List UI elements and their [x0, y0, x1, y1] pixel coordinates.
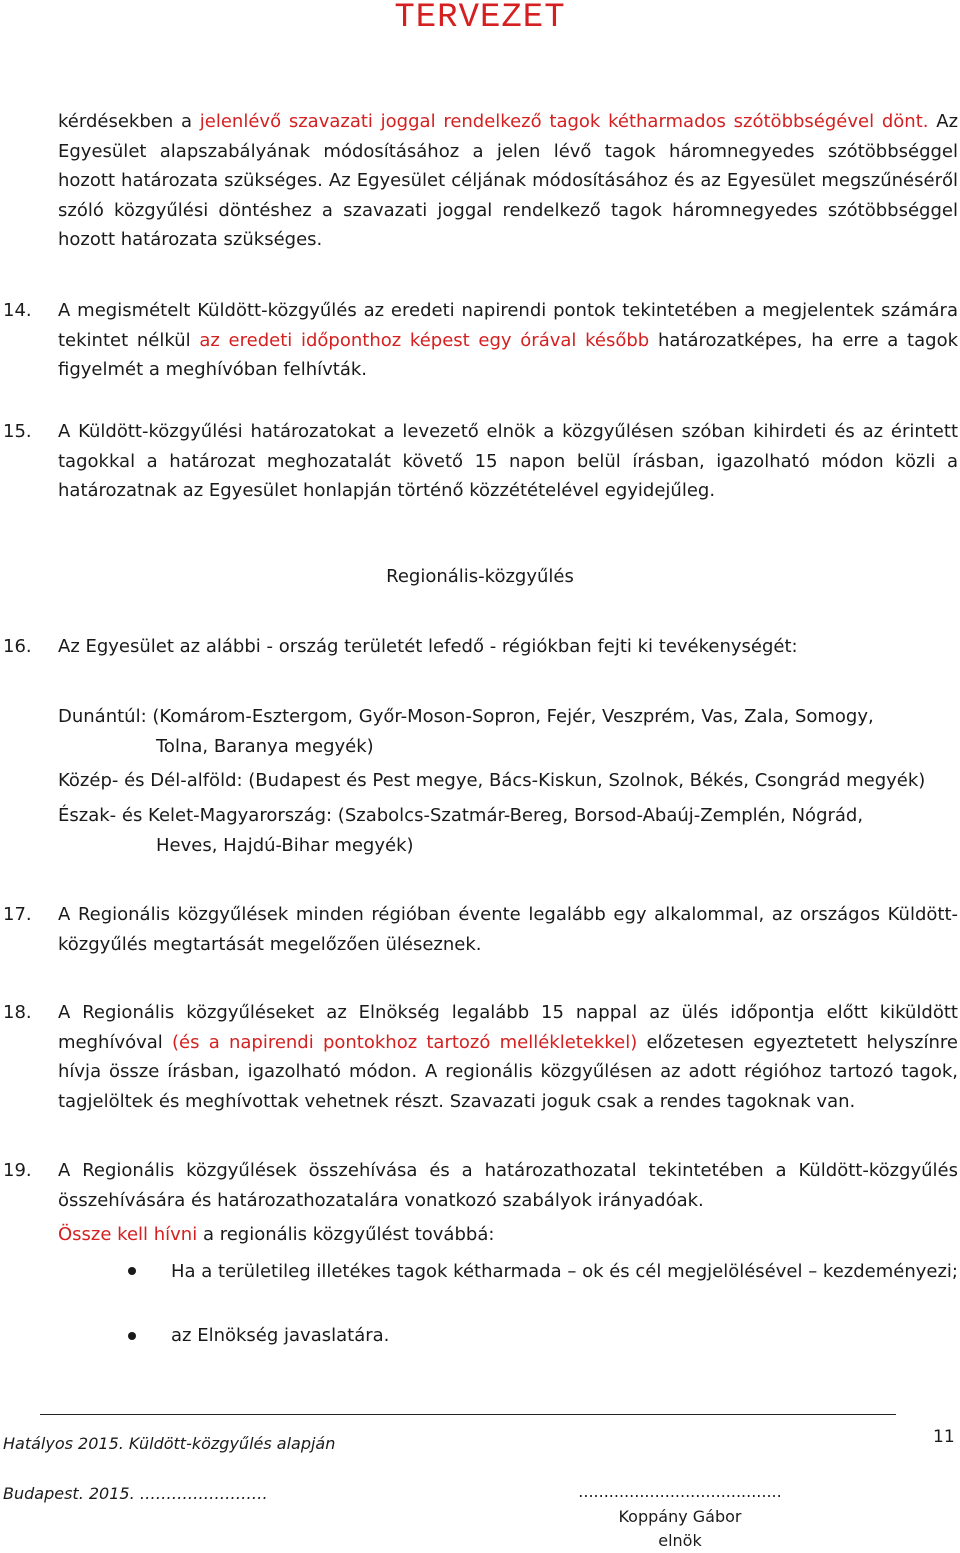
signature-line: ........................................: [578, 1482, 782, 1501]
paragraph-number-19: 19.: [3, 1160, 32, 1181]
region-dunantul: Dunántúl: (Komárom-Esztergom, Győr-Moson-Sopron, Fejér, Veszprém, Vas, Zala, Somogy, Tolna, Baranya megyék): [58, 706, 874, 757]
highlighted-text: az eredeti időponthoz képest egy órával később: [199, 329, 650, 351]
paragraph-number-15: 15.: [3, 421, 32, 442]
paragraph-19-continued: Össze kell hívni a regionális közgyűlést továbbá:: [58, 1224, 495, 1245]
region-eszak-kelet: Észak- és Kelet-Magyarország: (Szabolcs-Szatmár-Bereg, Borsod-Abaúj-Zemplén, Nógrád, Heves, Hajdú-Bihar megyék): [58, 805, 864, 856]
bullet-item: Ha a területileg illetékes tagok kétharmada – ok és cél megjelölésével – kezdeményezi;: [171, 1261, 958, 1282]
draft-watermark: TERVEZET: [394, 0, 566, 37]
footer-divider: [40, 1414, 896, 1415]
bullet-dot: [128, 1332, 136, 1340]
region-kozep-del-alfold: Közép- és Dél-alföld: (Budapest és Pest megye, Bács-Kiskun, Szolnok, Békés, Csongrád megyék): [58, 770, 926, 791]
paragraph-18: A Regionális közgyűléseket az Elnökség legalább 15 nappal az ülés időpontja előtt kiküldött meghívóval (és a napirendi pontokhoz tartozó mellékletekkel) előzetesen egyeztetett helyszínre hívja össze írásban, igazolható módon. A regionális közgyűlésen az adott régióhoz tartozó tagok, tagjelöltek és meghívottak vehetnek részt. Szavazati joguk csak a rendes tagoknak van.: [58, 1002, 958, 1112]
paragraph-number-16: 16.: [3, 636, 32, 657]
footer-date: Budapest. 2015. ……………………: [3, 1484, 268, 1503]
paragraph-15: A Küldött-közgyűlési határozatokat a levezető elnök a közgyűlésen szóban kihirdeti és az érintett tagokkal a határozat meghozatalát követő 15 napon belül írásban, igazolható módon közli a határozatnak az Egyesület honlapján történő közzétételével egyidejűleg.: [58, 421, 958, 501]
paragraph-continued: kérdésekben a jelenlévő szavazati joggal rendelkező tagok kétharmados szótöbbségével dönt. Az Egyesület alapszabályának módosításához a jelen lévő tagok háromnegyedes szótöbbséggel hozott határozata szükséges. Az Egyesület céljának módosításához és az Egyesület megszűnéséről szóló közgyűlési döntéshez a szavazati joggal rendelkező tagok háromnegyedes szótöbbséggel hozott határozata szükséges.: [58, 111, 959, 250]
paragraph-number-18: 18.: [3, 1002, 32, 1023]
highlighted-text: jelenlévő szavazati joggal rendelkező tagok kétharmados szótöbbségével dönt.: [199, 111, 929, 132]
paragraph-17: A Regionális közgyűlések minden régióban évente legalább egy alkalommal, az országos Küldött-közgyűlés megtartását megelőzően üléseznek.: [58, 904, 958, 955]
paragraph-19: A Regionális közgyűlések összehívása és a határozathozatal tekintetében a Küldött-közgyűlés összehívására és határozathozatalára vonatkozó szabályok irányadóak.: [58, 1160, 958, 1211]
paragraph-14: A megismételt Küldött-közgyűlés az eredeti napirendi pontok tekintetében a megjelentek számára tekintet nélkül az eredeti időponthoz képest egy órával később határozatképes, ha erre a tagok figyelmét a meghívóban felhívták.: [58, 300, 958, 380]
bullet-dot: [128, 1267, 136, 1275]
signatory-name: Koppány Gábor: [618, 1507, 742, 1526]
signatory-role: elnök: [658, 1531, 702, 1550]
bullet-item: az Elnökség javaslatára.: [171, 1325, 390, 1346]
footer-effective-note: Hatályos 2015. Küldött-közgyűlés alapján: [3, 1434, 336, 1453]
paragraph-number-14: 14.: [3, 300, 32, 321]
section-title: Regionális-közgyűlés: [386, 566, 574, 587]
highlighted-text: (és a napirendi pontokhoz tartozó mellékletekkel): [172, 1031, 638, 1053]
paragraph-16: Az Egyesület az alábbi - ország területét lefedő - régiókban fejti ki tevékenységét:: [58, 636, 798, 657]
page-number: 11: [933, 1427, 955, 1447]
paragraph-number-17: 17.: [3, 904, 32, 925]
highlighted-text: Össze kell hívni: [58, 1224, 198, 1245]
